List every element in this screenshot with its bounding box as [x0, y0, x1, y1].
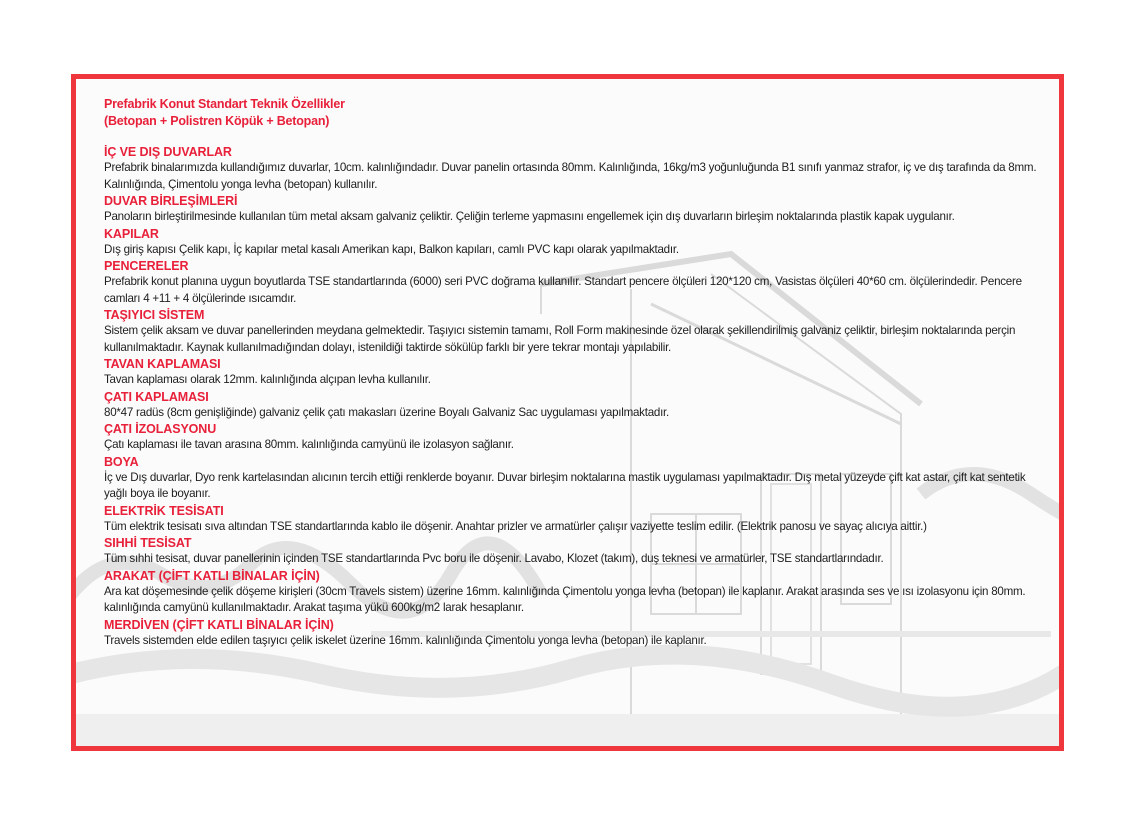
document-frame [71, 74, 1064, 751]
section-heading: KAPILAR [104, 226, 159, 241]
section-cati-izolasyonu [104, 421, 1044, 454]
section-heading: ARAKAT (ÇİFT KATLI BİNALAR İÇİN) [104, 568, 320, 583]
section-pencereler [104, 258, 1044, 307]
section-body: Tüm sıhhi tesisat, duvar panellerinin içinden TSE standartlarında Pvc boru ile döşenir. Lavabo, Klozet (takım), duş teknesi ve armatürler, TSE standartlarındadır. [104, 552, 884, 565]
title-line-2: (Betopan + Polistren Köpük + Betopan) [104, 114, 330, 128]
section-cati-kaplamasi [104, 389, 1044, 422]
section-body: Prefabrik konut planına uygun boyutlarda TSE standartlarında (6000) seri PVC doğrama kullanılır. Standart pencere ölçüleri 120*120 cm, Vasistas ölçüleri 40*60 cm. ölçülerindedir. Pencere camları 4 +11 + 4 ölçülerinde ısıcamdır. [104, 275, 1022, 305]
section-heading: ELEKTRİK TESİSATI [104, 503, 224, 518]
document-title [104, 96, 1044, 130]
section-body: Panoların birleştirilmesinde kullanılan tüm metal aksam galvaniz çeliktir. Çeliğin terleme yapmasını engellemek için dış duvarların birleşim noktalarında plastik kapak uygulanır. [104, 210, 955, 223]
section-duvar-birlesimleri [104, 193, 1044, 226]
section-body: Tüm elektrik tesisatı sıva altından TSE standartlarında kablo ile döşenir. Anahtar prizler ve armatürler çalışır vaziyette teslim edilir. (Elektrik panosu ve sayaç alıcıya aittir.) [104, 519, 927, 533]
section-tasiyici-sistem [104, 307, 1044, 356]
section-heading: BOYA [104, 454, 139, 469]
section-kapilar [104, 226, 1044, 259]
section-body: Sistem çelik aksam ve duvar panellerinden meydana gelmektedir. Taşıyıcı sistemin tamamı, Roll Form makinesinde özel olarak şekillendirilmiş galvaniz çeliktir, birleşim noktalarında perçin kullanılmaktadır. Kaynak kullanılmadığından dolayı, istenildiği taktirde sökülüp farklı bir yere tekrar montajı yapılabilir. [104, 324, 1016, 354]
section-heading: SIHHİ TESİSAT [104, 536, 192, 550]
section-heading: ÇATI KAPLAMASI [104, 389, 209, 404]
section-heading: MERDİVEN (ÇİFT KATLI BİNALAR İÇİN) [104, 617, 334, 632]
section-heading: ÇATI İZOLASYONU [104, 422, 217, 436]
section-ic-dis-duvarlar [104, 144, 1044, 193]
section-body: Çatı kaplaması ile tavan arasına 80mm. kalınlığında camyünü ile izolasyon sağlanır. [104, 438, 514, 451]
document-content [104, 96, 1044, 649]
section-heading: TAŞIYICI SİSTEM [104, 308, 205, 322]
section-heading: PENCERELER [104, 259, 189, 273]
section-arakat [104, 568, 1044, 617]
section-body: Prefabrik binalarımızda kullandığımız duvarlar, 10cm. kalınlığındadır. Duvar panelin ortasında 80mm. Kalınlığında, 16kg/m3 yoğunluğunda B1 sınıfı yanmaz strafor, iç ve dış tarafında da 8mm. Kalınlığında, Çimentolu yonga levha (betopan) kullanılır. [104, 161, 1037, 191]
section-merdiven [104, 617, 1044, 650]
section-heading: DUVAR BİRLEŞİMLERİ [104, 194, 238, 208]
section-body: Tavan kaplaması olarak 12mm. kalınlığında alçıpan levha kullanılır. [104, 373, 431, 386]
section-body: Travels sistemden elde edilen taşıyıcı çelik iskelet üzerine 16mm. kalınlığında Çimentolu yonga levha (betopan) ile kaplanır. [104, 633, 707, 647]
section-body: İç ve Dış duvarlar, Dyo renk kartelasından alıcının tercih ettiği renklerde boyanır. Duvar birleşim noktalarına mastik uygulaması yapılmaktadır. Dış metal yüzeyde çift kat astar, çift kat sentetik yağlı boya ile boyanır. [104, 470, 1026, 500]
section-sihhi-tesisat [104, 535, 1044, 568]
section-body: 80*47 radüs (8cm genişliğinde) galvaniz çelik çatı makasları üzerine Boyalı Galvaniz Sac uygulaması yapılmaktadır. [104, 405, 669, 419]
section-boya [104, 454, 1044, 503]
section-heading: İÇ VE DIŞ DUVARLAR [104, 145, 232, 159]
section-body: Dış giriş kapısı Çelik kapı, İç kapılar metal kasalı Amerikan kapı, Balkon kapıları, camlı PVC kapı olarak yapılmaktadır. [104, 242, 679, 256]
title-line-1: Prefabrik Konut Standart Teknik Özellikler [104, 97, 345, 111]
section-elektrik-tesisati [104, 503, 1044, 536]
section-body: Ara kat döşemesinde çelik döşeme kirişleri (30cm Travels sistem) üzerine 16mm. kalınlığında Çimentolu yonga levha (betopan) ile kaplanır. Arakat arasında ses ve ısı izolasyonu için 80mm. kalınlığında camyünü kullanılmaktadır. Arakat taşıma yükü 600kg/m2 larak hesaplanır. [104, 584, 1026, 614]
section-tavan-kaplamasi [104, 356, 1044, 389]
section-heading: TAVAN KAPLAMASI [104, 357, 221, 371]
